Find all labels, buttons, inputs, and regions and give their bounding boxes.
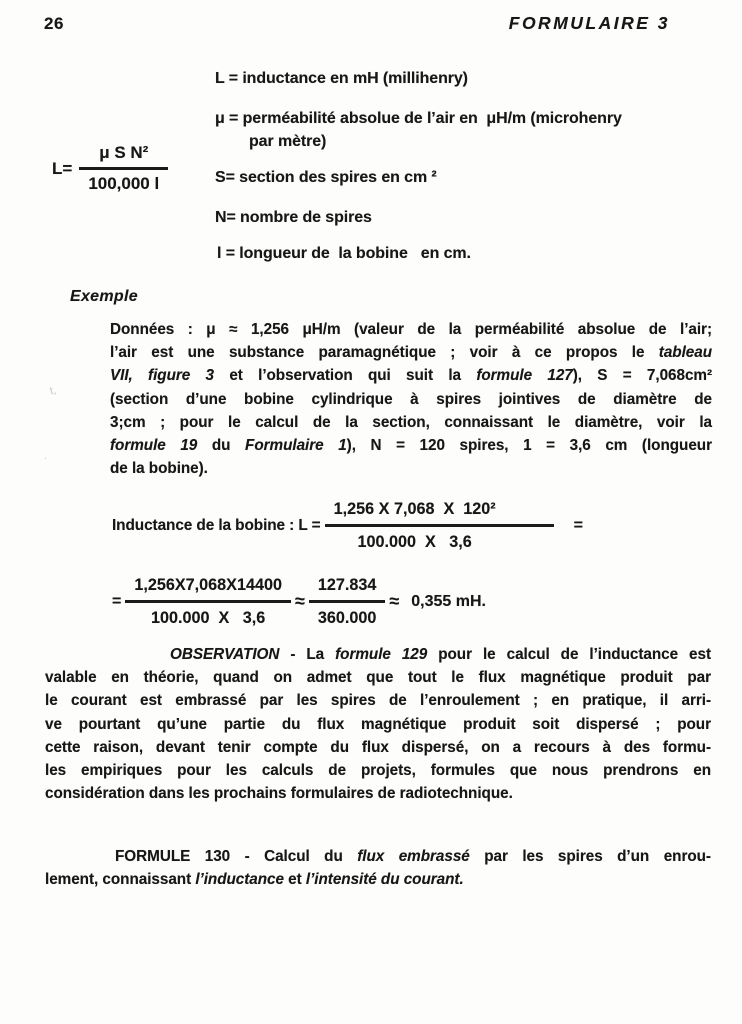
calc1-denominator: 100.000 X 3,6 — [325, 524, 554, 553]
definition-inductance: L = inductance en mH (millihenry) — [215, 70, 468, 87]
calc1-label: Inductance de la bobine : L = — [112, 516, 325, 534]
page-number: 26 — [44, 14, 64, 33]
calc2-approx-1: ≈ — [294, 591, 305, 611]
scan-artifact: . — [44, 450, 48, 462]
calc1-fraction — [325, 498, 554, 553]
calc1-equals: = — [573, 516, 583, 534]
text-line: OBSERVATION - La formule 129 pour le calcul de l’inductance est — [170, 646, 711, 663]
example-heading: Exemple — [70, 288, 138, 305]
calc2-equals: = — [112, 592, 122, 610]
book-title: FORMULAIRE 3 — [508, 13, 670, 33]
text-line: considération dans les prochains formulaires de radiotechnique. — [45, 785, 513, 803]
calc2-fraction-1 — [125, 574, 291, 629]
formula-denominator: 100,000 l — [79, 167, 168, 194]
calc2-frac2-denominator: 360.000 — [309, 600, 386, 629]
calculation-line-1 — [112, 498, 583, 553]
formule-130-paragraph — [45, 845, 711, 891]
formula-fraction — [79, 143, 168, 194]
calc2-frac1-numerator: 1,256X7,068X14400 — [134, 576, 282, 594]
text-line: Données : μ ≈ 1,256 μH/m (valeur de la perméabilité absolue de l’air; — [110, 321, 712, 338]
text-line: ve pourtant qu’une partie du flux magnétique produit soit dispersé ; pour — [45, 715, 711, 733]
formula-lhs: L= — [52, 158, 73, 178]
definition-section: S= section des spires en cm ² — [215, 169, 437, 186]
calculation-line-2 — [112, 574, 486, 629]
calc2-approx-2: ≈ — [389, 591, 400, 611]
example-paragraph — [110, 318, 712, 480]
text-line: le courant est embrassé par les spires de l’enroulement ; en pratique, il arri- — [45, 692, 711, 710]
text-line: VII, figure 3 et l’observation qui suit la formule 127), S = 7,068cm² — [110, 367, 712, 385]
calc2-frac2-numerator: 127.834 — [317, 576, 377, 594]
text-line: lement, connaissant l’inductance et l’intensité du courant. — [45, 871, 464, 889]
definition-permeability: μ = perméabilité absolue de l’air en μH/m (microhenry — [215, 110, 622, 127]
definition-permeability-cont: par mètre) — [249, 133, 327, 150]
text-line: les empiriques pour les calculs de projets, formules que nous prendrons en — [45, 762, 711, 780]
text-line: (section d’une bobine cylindrique à spires jointives de diamètre de — [110, 390, 712, 408]
text-line: cette raison, devant tenir compte du flux dispersé, on a recours à des formu- — [45, 738, 711, 756]
text-line: l’air est une substance paramagnétique ; voir à ce propos le tableau — [110, 344, 712, 362]
text-line: formule 19 du Formulaire 1), N = 120 spires, 1 = 3,6 cm (longueur — [110, 437, 712, 455]
text-line: de la bobine). — [110, 460, 208, 478]
calc1-numerator: 1,256 X 7,068 X 120² — [333, 500, 496, 518]
text-line: valable en théorie, quand on admet que tout le flux magnétique produit par — [45, 669, 711, 687]
calc2-result: 0,355 mH. — [411, 592, 486, 610]
scan-artifact: t, — [48, 384, 58, 398]
definition-length: l = longueur de la bobine en cm. — [217, 245, 471, 262]
calc2-frac1-denominator: 100.000 X 3,6 — [125, 600, 291, 629]
definition-turns: N= nombre de spires — [215, 209, 372, 226]
calc2-fraction-2 — [309, 574, 386, 629]
observation-paragraph — [45, 643, 711, 805]
text-line: FORMULE 130 - Calcul du flux embrassé par les spires d’un enrou- — [115, 848, 711, 865]
text-line: 3;cm ; pour le calcul de la section, connaissant le diamètre, voir la — [110, 413, 712, 431]
formula-129-inductance — [52, 143, 168, 194]
formula-numerator: μ S N² — [99, 143, 149, 162]
